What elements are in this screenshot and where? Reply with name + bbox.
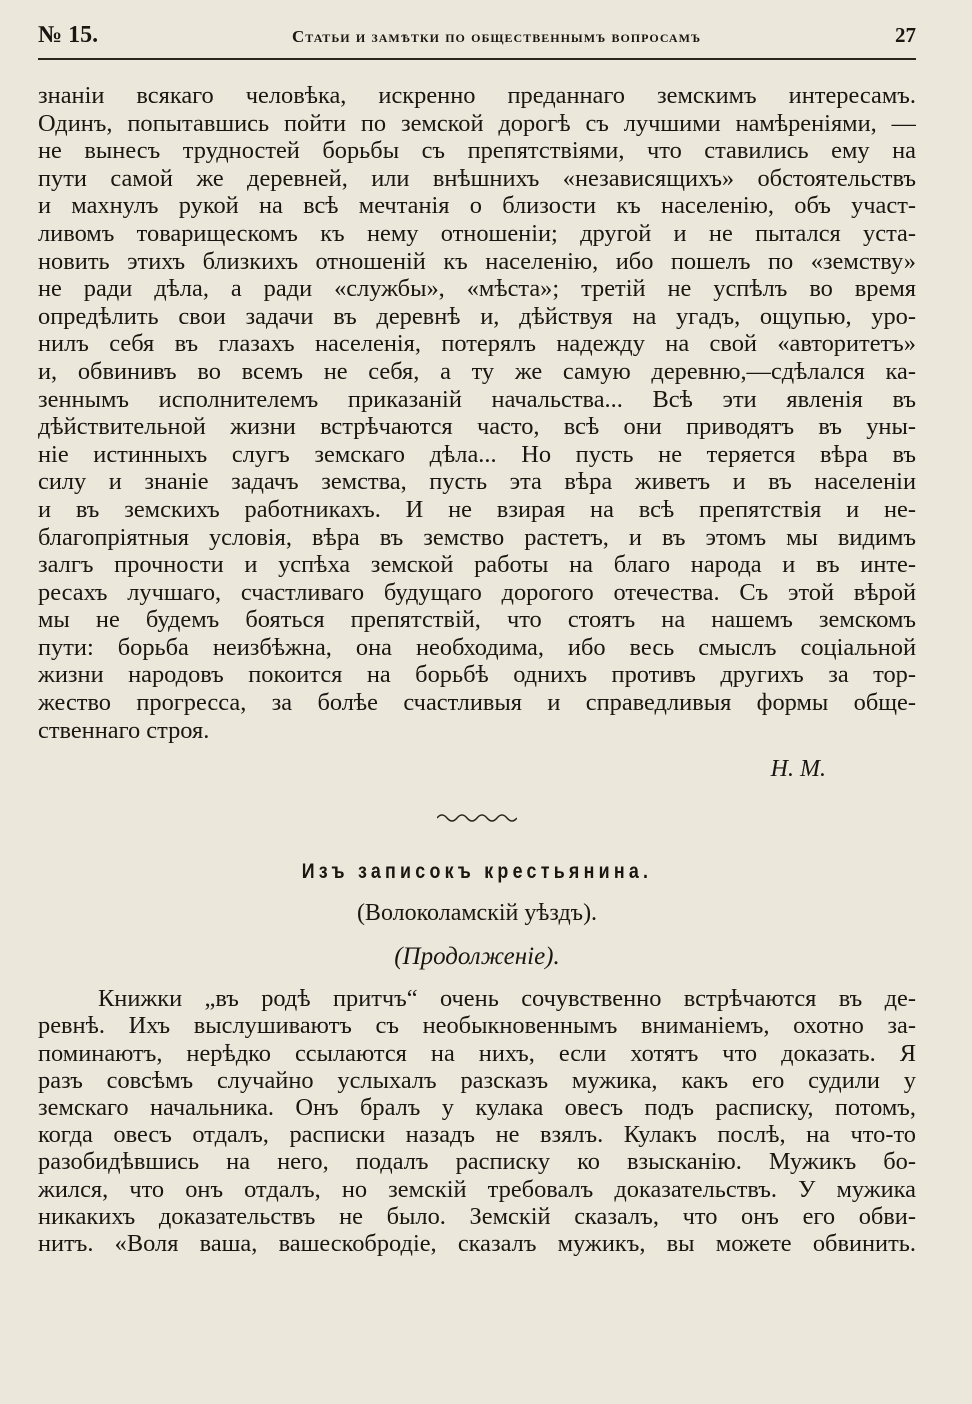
text-line: опредѣлить свои задачи въ деревнѣ и, дѣйствуя на угадъ, ощупью, уро- (38, 302, 916, 330)
text-line: Одинъ, попытавшись пойти по земской дорогѣ съ лучшими намѣреніями, — (38, 109, 916, 137)
article2-text (38, 985, 916, 1257)
ornament-divider (437, 812, 517, 824)
text-line: ревнѣ. Ихъ выслушиваютъ съ необыкновеннымъ вниманіемъ, охотно за- (38, 1012, 916, 1040)
text-line: пути самой же деревней, или внѣшнихъ «независящихъ» обстоятельствъ (38, 164, 916, 192)
text-line: ливомъ товарищескомъ къ нему отношеніи; другой и не пытался уста- (38, 219, 916, 247)
text-line: и, обвинивъ во всемъ не себя, а ту же самую деревню,—сдѣлался ка- (38, 357, 916, 385)
issue-number: № 15. (38, 22, 99, 48)
page-header (38, 22, 916, 60)
text-line: поминаютъ, нерѣдко ссылаются на нихъ, если хотятъ что доказать. Я (38, 1039, 916, 1067)
text-line: Книжки „въ родѣ притчъ“ очень сочувственно встрѣчаются въ де- (98, 985, 916, 1013)
text-line: благопріятныя условія, вѣра въ земство растетъ, и въ этомъ мы видимъ (38, 523, 916, 551)
text-line: нитъ. «Воля ваша, вашескобродіе, сказалъ мужикъ, вы можете обвинить. (38, 1229, 916, 1257)
text-line: ресахъ лучшаго, счастливаго будущаго дорогого отечества. Съ этой вѣрой (38, 578, 916, 606)
text-line: знаніи всякаго человѣка, искренно преданнаго земскимъ интересамъ. (38, 82, 916, 109)
article2-continuation: (Продолженіе). (394, 943, 560, 971)
text-line: не ради дѣла, а ради «службы», «мѣста»; третій не успѣлъ во время (38, 275, 916, 303)
text-line: и въ земскихъ работникахъ. И не взирая на всѣ препятствія и не- (38, 495, 916, 523)
text-line: земскаго начальника. Онъ бралъ у кулака овесъ подъ расписку, потомъ, (38, 1094, 916, 1121)
text-line: не вынесъ трудностей борьбы съ препятствіями, что ставились ему на (38, 137, 916, 165)
signature: Н. М. (770, 756, 826, 783)
text-line: жество прогресса, за болѣе счастливыя и справедливыя формы обще- (38, 689, 916, 717)
text-line: разъ совсѣмъ случайно услыхалъ разсказъ мужика, какъ его судили у (38, 1066, 916, 1094)
text-line: разобидѣвшись на него, подалъ расписку ко взысканію. Мужикъ бо- (38, 1148, 916, 1176)
text-line: силу и знаніе задачъ земства, пусть эта вѣра живетъ и въ населеніи (38, 468, 916, 496)
article2-subtitle: (Волоколамскій уѣздъ). (356, 900, 598, 927)
text-line: новить этихъ близкихъ отношеній къ населенію, ибо пошелъ по «земству» (38, 247, 916, 275)
section-title: Статьи и замѣтки по общественнымъ вопросамъ (292, 27, 702, 46)
text-line: никакихъ доказательствъ не было. Земскій сказалъ, что онъ его обви- (38, 1202, 916, 1230)
page-number: 27 (895, 23, 916, 47)
article2-heading: Изъ записокъ крестьянина. (301, 860, 653, 884)
text-line: пути: борьба неизбѣжна, она необходима, ибо весь смыслъ соціальной (38, 633, 916, 661)
article1-text (38, 82, 916, 744)
text-line: ственнаго строя. (38, 716, 210, 744)
text-line: жизни народовъ покоится на борьбѣ однихъ противъ другихъ за тор- (38, 661, 916, 689)
text-line: залгъ прочности и успѣха земской работы на благо народа и въ инте- (38, 551, 916, 579)
text-line: мы не будемъ бояться препятствій, что стоятъ на нашемъ земскомъ (38, 606, 916, 634)
text-line: дѣйствительной жизни встрѣчаются часто, всѣ они приводятъ въ уны- (38, 413, 916, 441)
text-line: зеннымъ исполнителемъ приказаній начальства... Всѣ эти явленія въ (38, 385, 916, 413)
text-line: и махнулъ рукой на всѣ мечтанія о близости къ населенію, объ участ- (38, 192, 916, 220)
text-line: когда овесъ отдалъ, расписки назадъ не взялъ. Кулакъ послѣ, на что-то (38, 1121, 916, 1149)
text-line: нилъ себя въ глазахъ населенія, потерялъ надежду на свой «авторитетъ» (38, 330, 916, 358)
text-line: ніе истинныхъ слугъ земскаго дѣла... Но пусть не теряется вѣра въ (38, 440, 916, 468)
text-line: жился, что онъ отдалъ, но земскій требовалъ доказательствъ. У мужика (38, 1175, 916, 1203)
article-body (38, 82, 916, 1257)
